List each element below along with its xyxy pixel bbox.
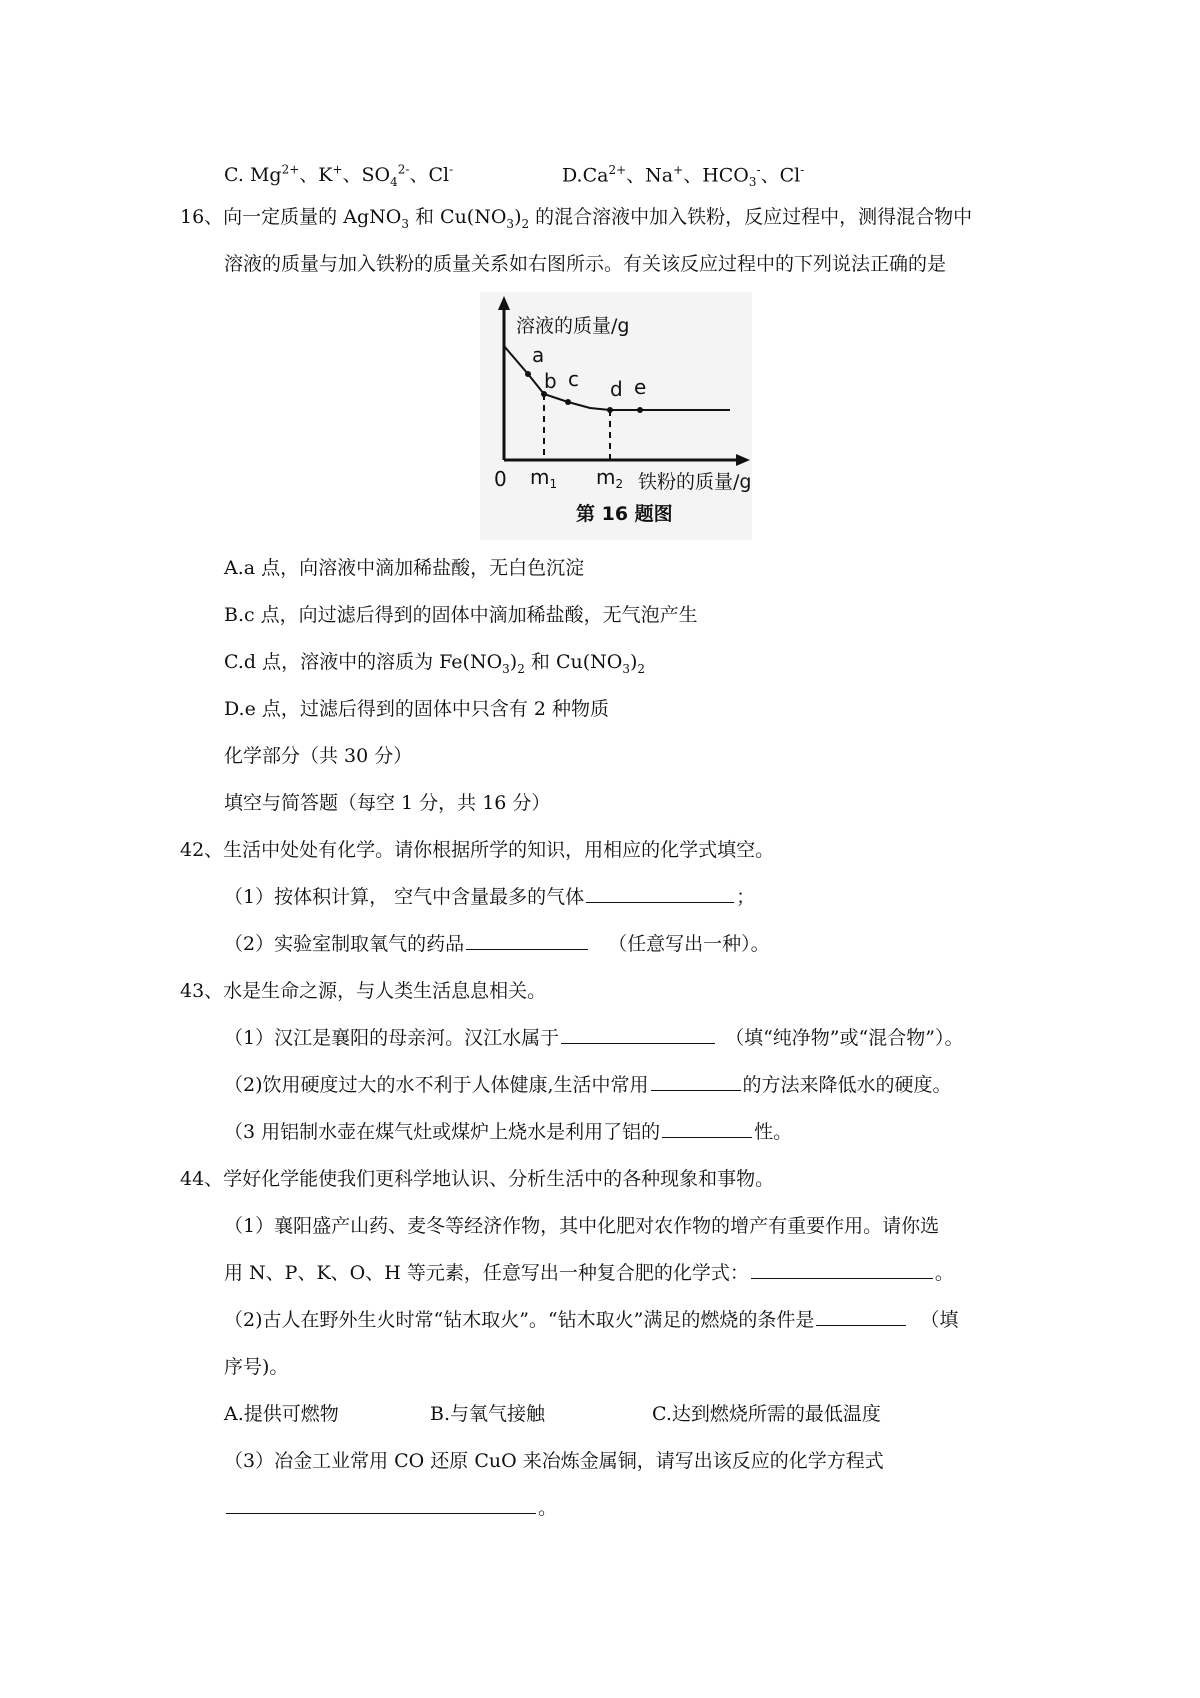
q44-part2-line2: 序号)。 [224, 1356, 289, 1378]
point-d [607, 407, 613, 413]
y-axis-label: 溶液的质量/g [516, 315, 630, 337]
q44-part1-line2: 用 N、P、K、O、H 等元素，任意写出一种复合肥的化学式： 。 [224, 1262, 954, 1284]
option-cd-line [224, 157, 453, 195]
q44-part2-line1: （2)古人在野外生火时常“钻木取火”。“钻木取火”满足的燃烧的条件是 （填 [224, 1309, 959, 1331]
answer-blank[interactable] [816, 1307, 906, 1326]
fill-section-heading: 填空与简答题（每空 1 分，共 16 分） [224, 792, 551, 814]
q43-part3: （3 用铝制水壶在煤气灶或煤炉上烧水是利用了铝的 性。 [224, 1121, 793, 1143]
answer-blank[interactable] [466, 931, 588, 950]
m2-label: $m_2$ [596, 465, 624, 491]
label-c: c [568, 367, 579, 391]
m1-label: $m_1$ [530, 465, 558, 491]
q44-part3-line2: 。 [224, 1495, 557, 1521]
q44-part3-line1: （3）冶金工业常用 CO 还原 CuO 来冶炼金属铜，请写出该反应的化学方程式 [224, 1450, 884, 1472]
question-16-line1: 16、向一定质量的 AgNO$_3$ 和 $Cu(NO_3)_2$ 的混合溶液中加入铁粉，反应过程中，测得混合物中 [180, 206, 973, 231]
question-44: 44、学好化学能使我们更科学地认识、分析生活中的各种现象和事物。 [180, 1168, 775, 1190]
label-a: a [532, 343, 545, 367]
answer-blank[interactable] [561, 1025, 715, 1044]
chem-part-heading: 化学部分（共 30 分） [224, 745, 413, 767]
q44-option-b: B.与氧气接触 [430, 1403, 546, 1425]
point-e [637, 407, 643, 413]
figure-caption: 第 16 题图 [576, 503, 673, 525]
q44-option-c: C.达到燃烧所需的最低温度 [652, 1403, 881, 1425]
q16-option-b: B.c 点，向过滤后得到的固体中滴加稀盐酸，无气泡产生 [224, 604, 698, 626]
question-43: 43、水是生命之源，与人类生活息息相关。 [180, 980, 547, 1002]
answer-blank[interactable] [751, 1260, 933, 1279]
q43-part2: （2)饮用硬度过大的水不利于人体健康,生活中常用 的方法来降低水的硬度。 [224, 1074, 952, 1096]
label-d: d [610, 377, 623, 401]
origin-label: 0 [494, 467, 507, 491]
label-b: b [544, 369, 557, 393]
point-a [525, 371, 531, 377]
x-axis-arrow [736, 454, 750, 466]
figure-graph [480, 292, 752, 540]
answer-blank[interactable] [226, 1495, 536, 1514]
q44-part1-line1: （1）襄阳盛产山药、麦冬等经济作物，其中化肥对农作物的增产有重要作用。请你选 [224, 1215, 940, 1237]
point-c [565, 399, 571, 405]
x-axis-label: 铁粉的质量/g [638, 471, 752, 493]
answer-blank[interactable] [662, 1119, 752, 1138]
question-16-figure [480, 292, 752, 540]
answer-blank[interactable] [651, 1072, 741, 1091]
q16-option-d: D.e 点，过滤后得到的固体中只含有 2 种物质 [224, 698, 610, 720]
question-16-line2: 溶液的质量与加入铁粉的质量关系如右图所示。有关该反应过程中的下列说法正确的是 [224, 253, 947, 275]
option-c: C. $Mg^{2+}$、K+、$SO_4^{2-}$、Cl- [224, 163, 454, 190]
label-e: e [634, 375, 647, 399]
answer-blank[interactable] [586, 884, 734, 903]
q16-option-a: A.a 点，向溶液中滴加稀盐酸，无白色沉淀 [224, 557, 585, 579]
q42-part2: （2）实验室制取氧气的药品 （任意写出一种）。 [224, 933, 770, 955]
question-42: 42、生活中处处有化学。请你根据所学的知识，用相应的化学式填空。 [180, 839, 775, 861]
q43-part1: （1）汉江是襄阳的母亲河。汉江水属于 （填“纯净物”或“混合物”）。 [224, 1027, 964, 1049]
q42-part1: （1）按体积计算， 空气中含量最多的气体 ； [224, 886, 756, 908]
y-axis-arrow [498, 296, 510, 310]
q44-option-a: A.提供可燃物 [224, 1403, 339, 1425]
option-d: $D.Ca^{2+}$、Na+、$HCO_3^-$、Cl- [562, 163, 805, 190]
q16-option-c: C.d 点，溶液中的溶质为 $Fe(NO_3)_2$ 和 $Cu(NO_3)_2$ [224, 651, 646, 676]
